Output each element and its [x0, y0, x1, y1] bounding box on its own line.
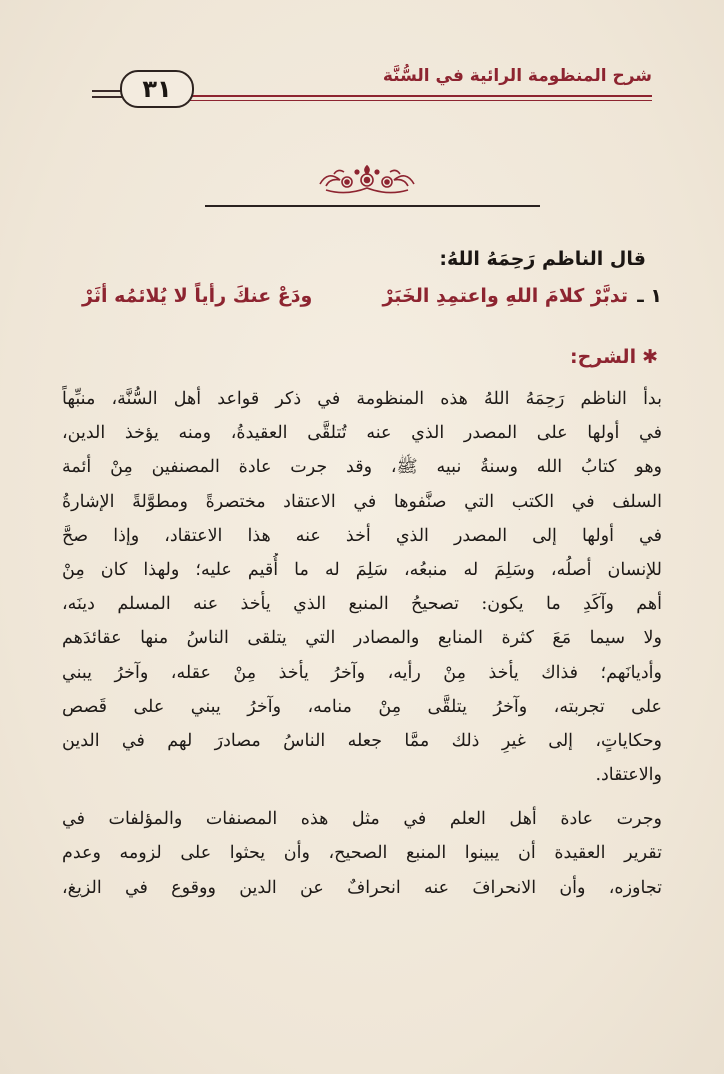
- text-line: تقرير العقيدة أن يبينوا المنبع الصحيح، وأن يحثوا على لزومه وعدم: [62, 843, 662, 864]
- text-line: على تجربته، وآخرُ يتلقَّى مِنْ منامه، وآخرُ يبني على قَصص: [62, 696, 662, 717]
- verse-line: [82, 285, 662, 315]
- text-line: وأديانَهم؛ فذاك يأخذ مِنْ رأيه، وآخرُ يأخذ مِنْ عقله، وآخرُ يبني: [62, 662, 662, 683]
- text-line: في أولها على المصدر الذي عنه تُتلقَّى العقيدةُ، ومنه يؤخذ الدين،: [62, 423, 662, 444]
- text-line: وجرت عادة أهل العلم في مثل هذه المصنفات والمؤلفات في: [62, 809, 662, 830]
- text-line: وحكاياتٍ، إلى غيرِ ذلك ممَّا جعله الناسُ مصادرَ لهم في الدين: [62, 730, 662, 751]
- text-line: وهو كتابُ الله وسنةُ نبيه ﷺ، وقد جرت عادة المصنفين مِنْ أئمة: [62, 457, 662, 478]
- running-title: شرح المنظومة الرائية في السُّنَّة: [382, 66, 652, 86]
- commentary-heading-label: الشرح:: [569, 346, 637, 368]
- text-line: في أولها إلى المصدر الذي أخذ عنه هذا الاعتقاد، وإذا صحَّ: [62, 525, 662, 546]
- text-line: أهم وآكَدِ ما يكون: تصحيحُ المنبع الذي يأخذ عنه المسلم دينَه،: [62, 594, 662, 615]
- verse-second-hemistich: ودَعْ عنكَ رأياً لا يُلائمُه أثَرْ: [82, 285, 313, 307]
- commentary-body: [62, 382, 662, 905]
- page-header: [92, 62, 652, 112]
- header-rule: [187, 95, 652, 101]
- verse-number: ١ ـ: [637, 285, 662, 307]
- text-line: ولا سيما مَعَ كثرة المنابع والمصادر التي يتلقى الناسُ منها عقائدَهم: [62, 628, 662, 649]
- verse-first-hemistich: تدبَّرْ كلامَ اللهِ واعتمِدِ الخَبَرْ: [382, 285, 628, 307]
- text-line: السلف في الكتب التي صنَّفوها في الاعتقاد مختصرةً ومطوَّلةً الإشارةُ: [62, 491, 662, 512]
- star-icon: ✱: [642, 346, 658, 368]
- text-line: والاعتقاد.: [595, 765, 662, 786]
- text-line: للإنسان أصلُه، وسَلِمَ له منبعُه، سَلِمَ له ما أُقيم عليه؛ ولهذا كان مِنْ: [62, 559, 662, 580]
- commentary-heading: [570, 346, 658, 368]
- text-line: تجاوزه، وأن الانحرافَ عنه انحرافٌ عن الدين ووقوع في الزيغ،: [62, 877, 662, 898]
- speaker-heading: قال الناظم رَحِمَهُ اللهُ:: [439, 248, 646, 270]
- paragraph: [62, 802, 662, 905]
- section-divider: [205, 205, 540, 207]
- page-number: ٣١: [120, 70, 194, 108]
- paragraph: [62, 382, 662, 792]
- header-short-rule: [92, 90, 122, 102]
- text-line: بدأ الناظم رَحِمَهُ اللهُ هذه المنظومة في ذكر قواعد أهل السُّنَّة، منبِّهاً: [62, 389, 662, 409]
- floral-ornament-icon: [312, 160, 422, 196]
